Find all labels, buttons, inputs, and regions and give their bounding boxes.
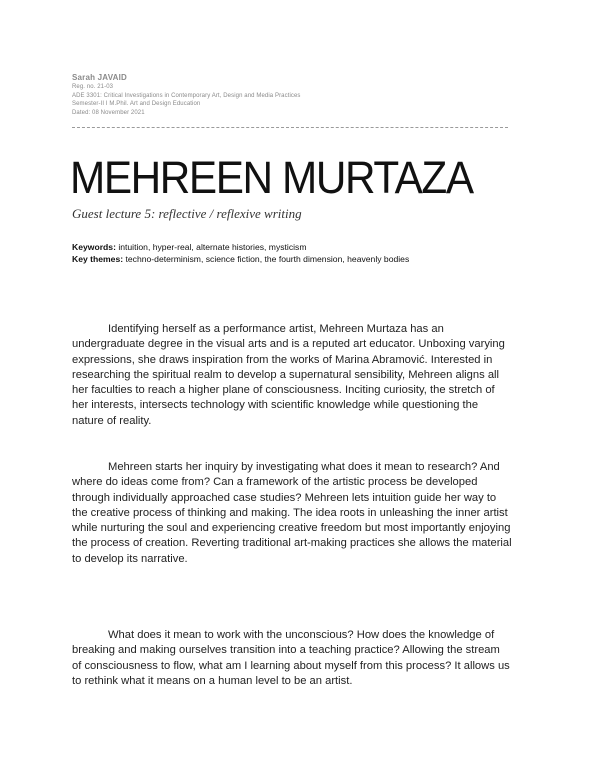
author-name: Sarah JAVAID <box>72 73 128 82</box>
paragraph-1 <box>72 322 512 429</box>
subtitle: Guest lecture 5: reflective / reflexive writing <box>72 206 302 221</box>
themes-line <box>72 253 409 265</box>
semester: Semester-II I M.Phil. Art and Design Education <box>72 101 201 108</box>
author-header <box>72 72 301 117</box>
header-divider <box>72 127 508 128</box>
paragraph-text: What does it mean to work with the unconscious? How does the knowledge of breaking and making ourselves transition into a teaching practice? Allowing the stream of consciousness to flow, what am I learning about myself from this process? It allows us to rethink what it means on a human level to be an artist. <box>72 629 510 687</box>
keywords-label: Keywords: <box>72 242 116 252</box>
keywords-line <box>72 241 409 253</box>
paragraph-text: Mehreen starts her inquiry by investigating what does it mean to research? And where do ideas come from? Can a framework of the artistic process be developed through individually approached case studies? Mehreen lets intuition guide her way to the creative process of thinking and making. The idea roots in unleashing the inner artist while nurturing the soul and experiencing creative freedom but most importantly enjoying the process of creation. Reverting traditional art-making practices she allows the material to develop its narrative. <box>72 461 512 565</box>
keywords-value: intuition, hyper-real, alternate histories, mysticism <box>115 242 307 252</box>
registration-number: Reg. no. 21-03 <box>72 84 114 90</box>
paragraph-3 <box>72 628 512 689</box>
date: Dated: 08 November 2021 <box>72 109 145 116</box>
themes-value: techno-determinism, science fiction, the fourth dimension, heavenly bodies <box>123 254 410 264</box>
paragraph-text: Identifying herself as a performance artist, Mehreen Murtaza has an undergraduate degree in the visual arts and is a reputed art educator. Unboxing varying expressions, she draws inspiration from the works of Marina Abramović. Interested in researching the spiritual realm to develop a supernatural sensibility, Mehreen aligns all her faculties to reach a higher plane of consciousness. Inciting curiosity, the stretch of her interests, intersects technology with scientific knowledge while questioning the nature of reality. <box>72 323 505 427</box>
paragraph-2 <box>72 460 512 567</box>
keywords-block <box>72 241 409 265</box>
course-title: ADE 3301: Critical Investigations in Contemporary Art, Design and Media Practices <box>72 92 301 99</box>
page-title: MEHREEN MURTAZA <box>70 152 473 203</box>
themes-label: Key themes: <box>72 254 124 264</box>
